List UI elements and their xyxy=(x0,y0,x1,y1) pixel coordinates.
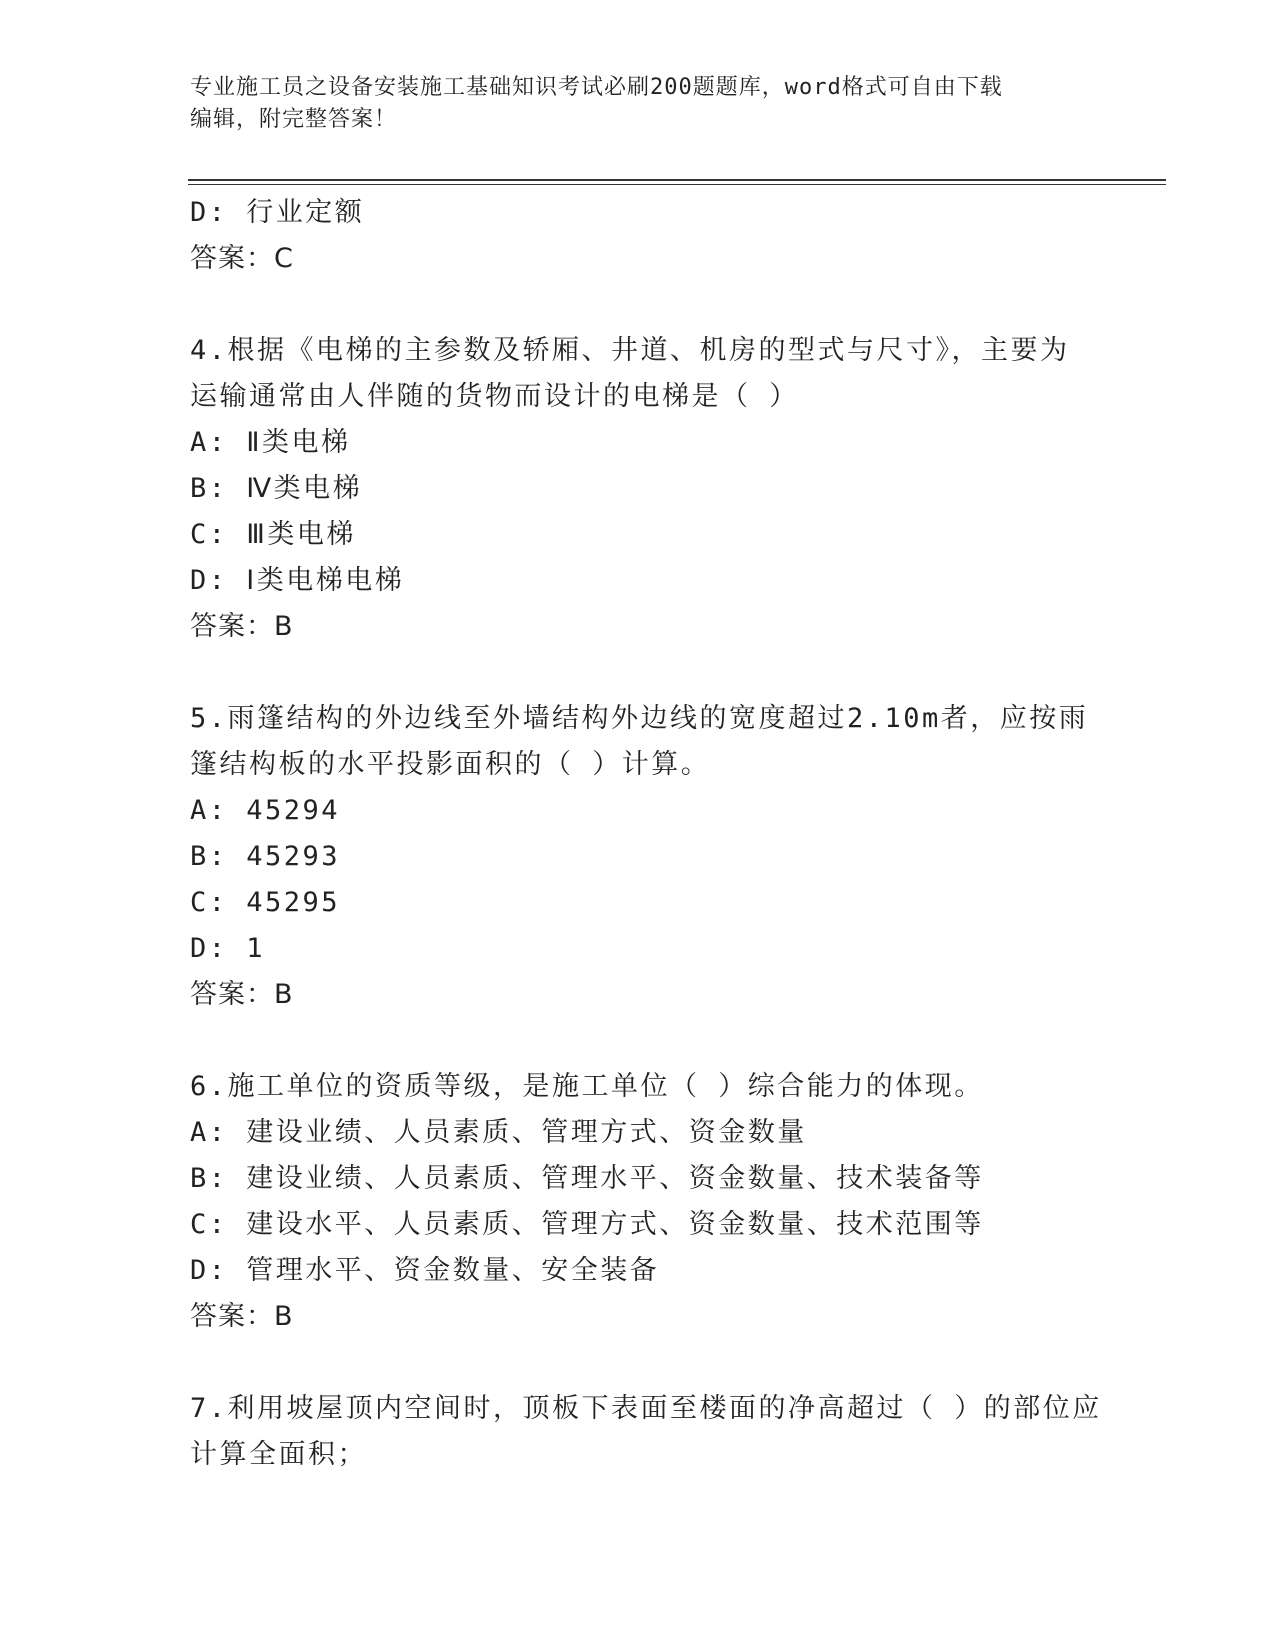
question-text-line: 5.雨篷结构的外边线至外墙结构外边线的宽度超过2.10m者，应按雨 xyxy=(190,703,1089,734)
option-a: A: 建设业绩、人员素质、管理方式、资金数量 xyxy=(190,1117,807,1148)
question-4 xyxy=(190,328,1090,650)
option-d: D: 管理水平、资金数量、安全装备 xyxy=(190,1255,660,1286)
question-text-line: 4.根据《电梯的主参数及轿厢、井道、机房的型式与尺寸》，主要为 xyxy=(190,335,1070,366)
option-a: A: 45294 xyxy=(190,795,341,826)
option-d: D: 1 xyxy=(190,933,266,964)
header-divider-thin xyxy=(188,184,1166,185)
question-3-tail xyxy=(190,190,1090,282)
question-text-line: 篷结构板的水平投影面积的（ ）计算。 xyxy=(190,749,711,780)
question-7 xyxy=(190,1386,1102,1478)
page-header xyxy=(190,72,1090,136)
question-6 xyxy=(190,1064,1090,1340)
question-text-line: 运输通常由人伴随的货物而设计的电梯是（ ） xyxy=(190,381,799,412)
header-title-line-2: 编辑，附完整答案！ xyxy=(190,107,398,132)
question-5 xyxy=(190,696,1090,1018)
question-list xyxy=(190,190,1102,1478)
question-text-line: 计算全面积； xyxy=(190,1439,367,1470)
header-title-line-1: 专业施工员之设备安装施工基础知识考试必刷200题题库，word格式可自由下载 xyxy=(190,75,1003,100)
question-text-line: 6.施工单位的资质等级，是施工单位（ ）综合能力的体现。 xyxy=(190,1071,984,1102)
spacer xyxy=(190,282,1090,328)
option-d: D: 行业定额 xyxy=(190,197,365,228)
spacer xyxy=(190,1018,1090,1064)
option-b: B: 建设业绩、人员素质、管理水平、资金数量、技术装备等 xyxy=(190,1163,984,1194)
answer-label: 答案：B xyxy=(190,979,294,1010)
header-divider-thick xyxy=(188,179,1166,181)
option-b: B: 45293 xyxy=(190,841,341,872)
answer-label: 答案：B xyxy=(190,1301,294,1332)
option-c: C: 建设水平、人员素质、管理方式、资金数量、技术范围等 xyxy=(190,1209,984,1240)
spacer xyxy=(190,650,1090,696)
option-a: A: Ⅱ类电梯 xyxy=(190,427,351,458)
option-b: B: Ⅳ类电梯 xyxy=(190,473,363,504)
option-c: C: Ⅲ类电梯 xyxy=(190,519,356,550)
spacer xyxy=(190,1340,1090,1386)
question-text-line: 7.利用坡屋顶内空间时，顶板下表面至楼面的净高超过（ ）的部位应 xyxy=(190,1393,1102,1424)
option-d: D: Ⅰ类电梯电梯 xyxy=(190,565,405,596)
answer-label: 答案：C xyxy=(190,243,294,274)
option-c: C: 45295 xyxy=(190,887,341,918)
answer-label: 答案：B xyxy=(190,611,294,642)
